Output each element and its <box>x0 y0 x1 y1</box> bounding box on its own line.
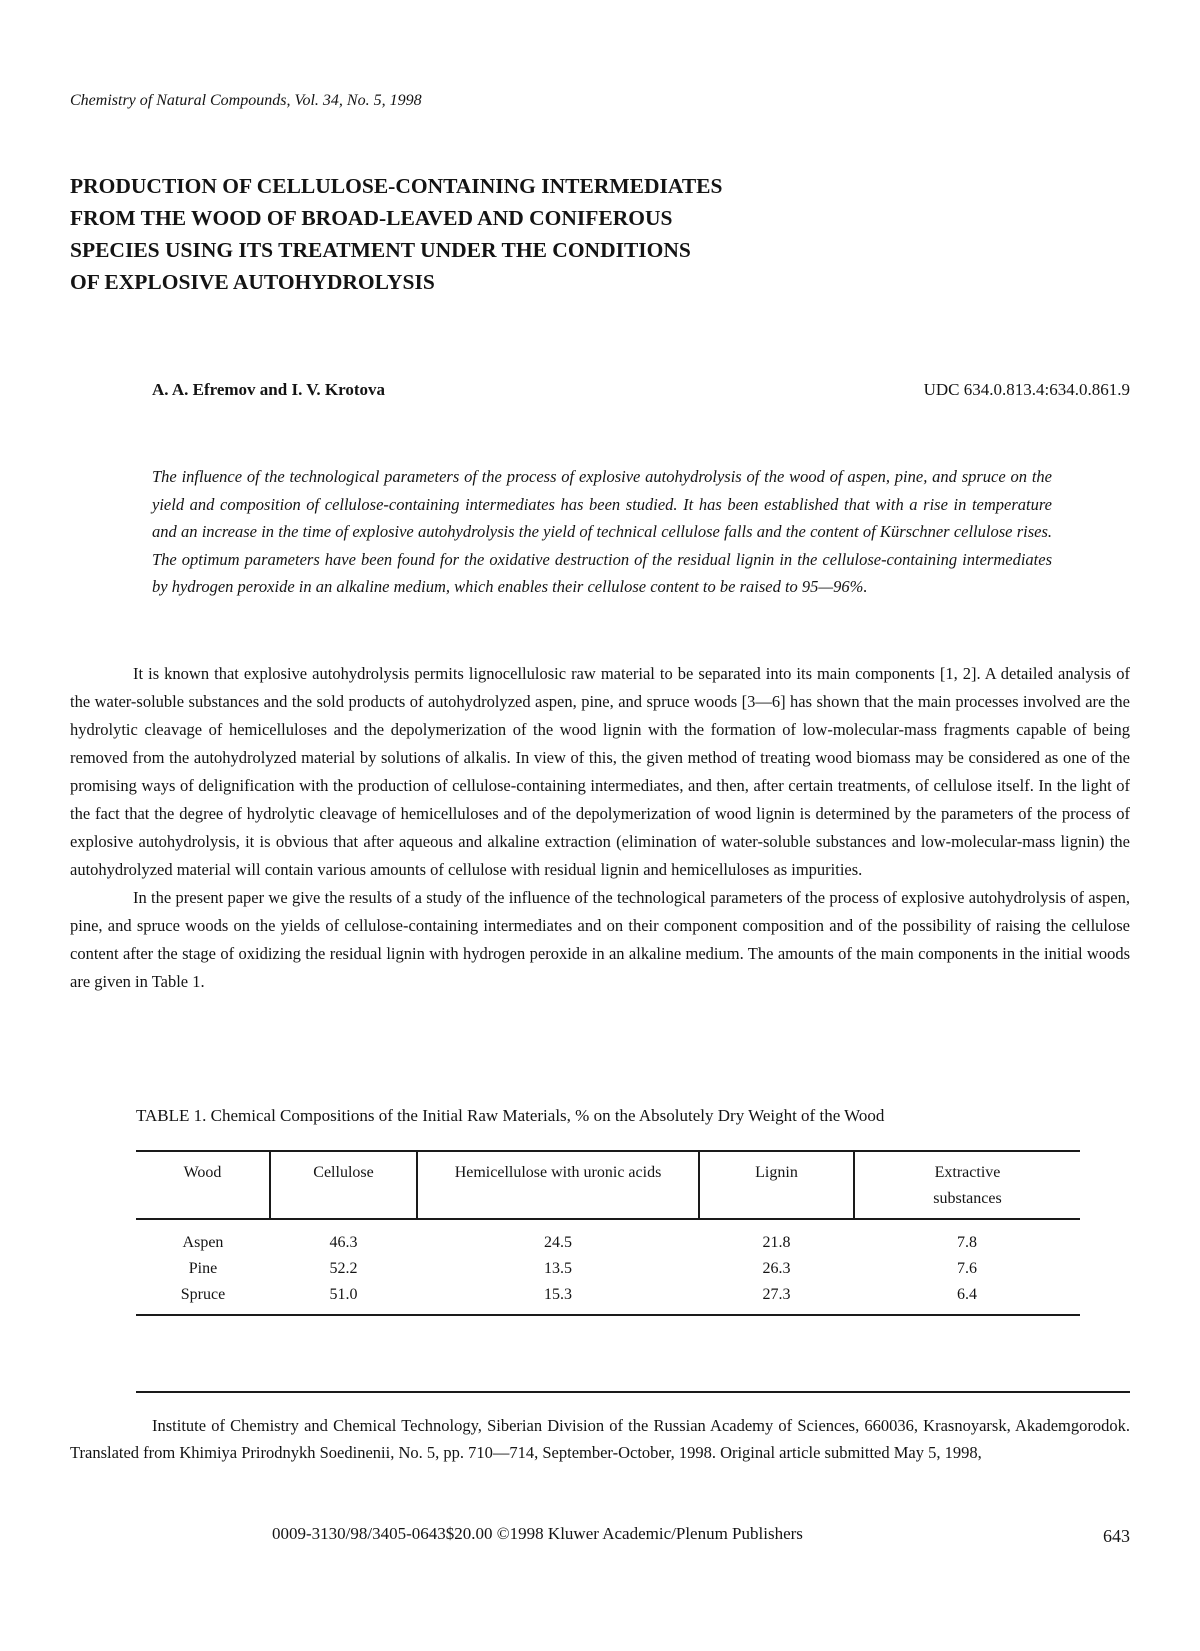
header-lignin: Lignin <box>699 1151 854 1219</box>
header-extractive <box>854 1151 1080 1219</box>
footnote-text: Institute of Chemistry and Chemical Technology, Siberian Division of the Russian Academy of Sciences, 660036, Krasnoyarsk, Akademgorodok. Translated from Khimiya Prirodnykh Soedinenii, No. 5, pp. 710—714, September-October, 1998. Original article submitted May 5, 1998, <box>70 1416 1130 1462</box>
table-cell: 15.3 <box>417 1282 699 1315</box>
abstract: The influence of the technological parameters of the process of explosive autohydrolysis of the wood of aspen, pine, and spruce on the yield and composition of cellulose-containing intermediates has been studied. It has been established that with a rise in temperature and an increase in the time of explosive autohydrolysis the yield of technical cellulose falls and the content of Kürschner cellulose rises. The optimum parameters have been found for the oxidative destruction of the residual lignin in the cellulose-containing intermediates by hydrogen peroxide in an alkaline medium, which enables their cellulose content to be raised to 95—96%. <box>152 467 1052 596</box>
composition-table <box>136 1150 1080 1316</box>
page-number: 643 <box>1103 1526 1130 1546</box>
paragraph: It is known that explosive autohydrolysis permits lignocellulosic raw material to be separated into its main components [1, 2]. A detailed analysis of the water-soluble substances and the sold products of autohydrolyzed aspen, pine, and spruce woods [3—6] has shown that the main processes involved are the hydrolytic cleavage of hemicelluloses and the depolymerization of the wood lignin with the formation of low-molecular-mass fragments capable of being removed from the autohydrolyzed material by solutions of alkalis. In view of this, the given method of treating wood biomass may be considered as one of the promising ways of delignification with the production of cellulose-containing intermediates, and then, after certain treatments, of cellulose itself. In the light of the fact that the degree of hydrolytic cleavage of hemicelluloses and of the depolymerization of wood lignin is determined by the parameters of the process of explosive autohydrolysis, it is obvious that after aqueous and alkaline extraction (elimination of water-soluble substances and low-molecular-mass lignin) the autohydrolyzed material will contain various amounts of cellulose with residual lignin and hemicelluloses as impurities. <box>70 664 1130 879</box>
table-row <box>136 1256 1080 1282</box>
table-cell: 46.3 <box>329 1234 358 1251</box>
udc-code: UDC 634.0.813.4:634.0.861.9 <box>923 380 1130 399</box>
table-cell: Pine <box>188 1260 218 1277</box>
header-hemicellulose: Hemicellulose with uronic acids <box>417 1151 699 1219</box>
paragraph: In the present paper we give the results of a study of the influence of the technological parameters of the process of explosive autohydrolysis of aspen, pine, and spruce woods on the yields of cellulose-containing intermediates and on their component composition and of the possibility of raising the cellulose content after the stage of oxidizing the residual lignin with hydrogen peroxide in an alkaline medium. The amounts of the main components in the initial woods are given in Table 1. <box>70 888 1130 991</box>
table-cell: 6.4 <box>854 1282 1080 1315</box>
article-title <box>70 170 970 298</box>
publisher-code: 0009-3130/98/3405-0643$20.00 ©1998 Kluwer Academic/Plenum Publishers <box>272 1524 803 1543</box>
table-cell: Spruce <box>136 1282 270 1315</box>
title-line: PRODUCTION OF CELLULOSE-CONTAINING INTERMEDIATES <box>70 174 723 198</box>
title-line: SPECIES USING ITS TREATMENT UNDER THE CONDITIONS <box>70 238 691 262</box>
table-cell: 13.5 <box>544 1260 572 1277</box>
title-line: FROM THE WOOD OF BROAD-LEAVED AND CONIFEROUS <box>70 206 673 230</box>
table-cell: 7.6 <box>957 1260 977 1277</box>
table-caption: TABLE 1. Chemical Compositions of the Initial Raw Materials, % on the Absolutely Dry Weight of the Wood <box>136 1106 885 1125</box>
table-cell: 7.8 <box>957 1234 977 1251</box>
table-cell: Aspen <box>182 1234 224 1251</box>
header-wood: Wood <box>136 1151 270 1219</box>
header-extractive-label: Extractive substances <box>933 1164 1002 1207</box>
title-line: OF EXPLOSIVE AUTOHYDROLYSIS <box>70 270 435 294</box>
header-cellulose: Cellulose <box>270 1151 417 1219</box>
table-cell: 51.0 <box>270 1282 417 1315</box>
footnote-divider <box>136 1391 1130 1393</box>
table-cell: 21.8 <box>762 1234 791 1251</box>
journal-citation: Chemistry of Natural Compounds, Vol. 34, No. 5, 1998 <box>70 92 422 109</box>
table-cell: 52.2 <box>329 1260 358 1277</box>
table-row <box>136 1282 1080 1315</box>
table-cell: 26.3 <box>762 1260 791 1277</box>
table-row <box>136 1219 1080 1256</box>
authors: A. A. Efremov and I. V. Krotova <box>152 380 385 399</box>
table-cell: 27.3 <box>699 1282 854 1315</box>
table-header-row <box>136 1151 1080 1219</box>
body-text <box>70 660 1130 996</box>
table-cell: 24.5 <box>544 1234 572 1251</box>
affiliation-footnote <box>70 1412 1130 1466</box>
